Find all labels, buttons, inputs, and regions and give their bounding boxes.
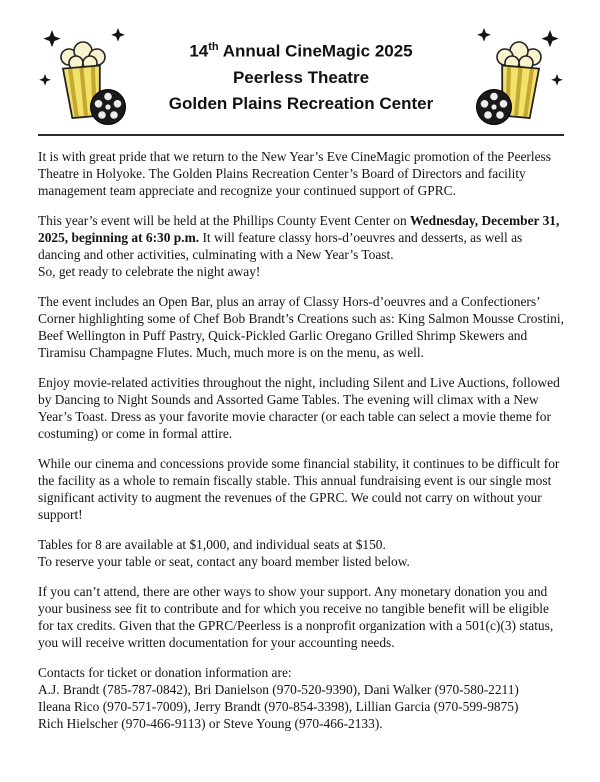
pricing-line: Tables for 8 are available at $1,000, and individual seats at $150. <box>38 537 386 552</box>
popcorn-film-reel-icon <box>468 26 564 126</box>
event-details-post: It will feature classy hors-d’oeuvres and desserts, as well as dancing and other activities, culminating with a New Year’s Toast. <box>38 230 523 262</box>
paragraph-activities: Enjoy movie-related activities throughout the night, including Silent and Live Auctions, followed by Dancing to Night Sounds and Assorted Game Tables. The evening will climax with a New Year’s Toast. Dress as your favorite movie character (or each table can select a movie theme for costuming) or come in formal attire. <box>38 375 560 441</box>
event-date-time: Wednesday, December 31, 2025, beginning at 6:30 p.m. <box>38 213 560 245</box>
paragraph-intro: It is with great pride that we return to the New Year’s Eve CineMagic promotion of the Peerless Theatre in Holyoke. The Golden Plains Recreation Center’s Board of Directors and facility management team appreciate and recognize your continued support of GPRC. <box>38 149 551 198</box>
celebrate-line: So, get ready to celebrate the night away! <box>38 264 261 279</box>
flyer-header <box>38 26 564 126</box>
popcorn-film-reel-icon <box>38 26 134 126</box>
contacts-line-3: Rich Hielscher (970-466-9113) or Steve Young (970-466-2133). <box>38 716 383 731</box>
contacts-intro: Contacts for ticket or donation information are: <box>38 665 292 680</box>
flyer-title <box>134 26 468 117</box>
paragraph-contacts <box>38 664 564 732</box>
paragraph-fundraising: While our cinema and concessions provide some financial stability, it continues to be difficult for the facility as a whole to remain fiscally stable. This annual fundraising event is our single most significant activity to augment the revenues of the GPRC. We could not carry on without your support! <box>38 456 560 522</box>
reservation-line: To reserve your table or seat, contact any board member listed below. <box>38 554 410 569</box>
paragraph-pricing <box>38 536 564 570</box>
flyer-body <box>38 148 564 732</box>
paragraph-donations: If you can’t attend, there are other ways to show your support. Any monetary donation you and your business see fit to contribute and for which you receive no tangible benefit will be eligible for tax credits. Given that the GPRC/Peerless is a nonprofit organization with a 501(c)(3) status, you will receive written documentation for your accounting needs. <box>38 584 554 650</box>
paragraph-menu: The event includes an Open Bar, plus an array of Classy Hors-d’oeuvres and a Confectioners’ Corner highlighting some of Chef Bob Brandt’s Creations such as: King Salmon Mousse Crostini, Beef Wellington in Puff Pastry, Quick-Pickled Garlic Oregano Grilled Shrimp Skewers and Tiramisu Champagne Flutes. Much, much more is on the menu, as well. <box>38 294 564 360</box>
header-divider <box>38 134 564 136</box>
title-line-3: Golden Plains Recreation Center <box>168 93 434 113</box>
event-details-pre: This year’s event will be held at the Phillips County Event Center on <box>38 213 411 228</box>
title-line-2: Peerless Theatre <box>232 67 370 87</box>
contacts-line-2: Ileana Rico (970-571-7009), Jerry Brandt (970-854-3398), Lillian Garcia (970-599-9875) <box>38 699 519 714</box>
paragraph-event-details <box>38 212 564 280</box>
title-line-1: 14th Annual CineMagic 2025 <box>189 41 413 61</box>
contacts-line-1: A.J. Brandt (785-787-0842), Bri Danielson (970-520-9390), Dani Walker (970-580-2211) <box>38 682 519 697</box>
